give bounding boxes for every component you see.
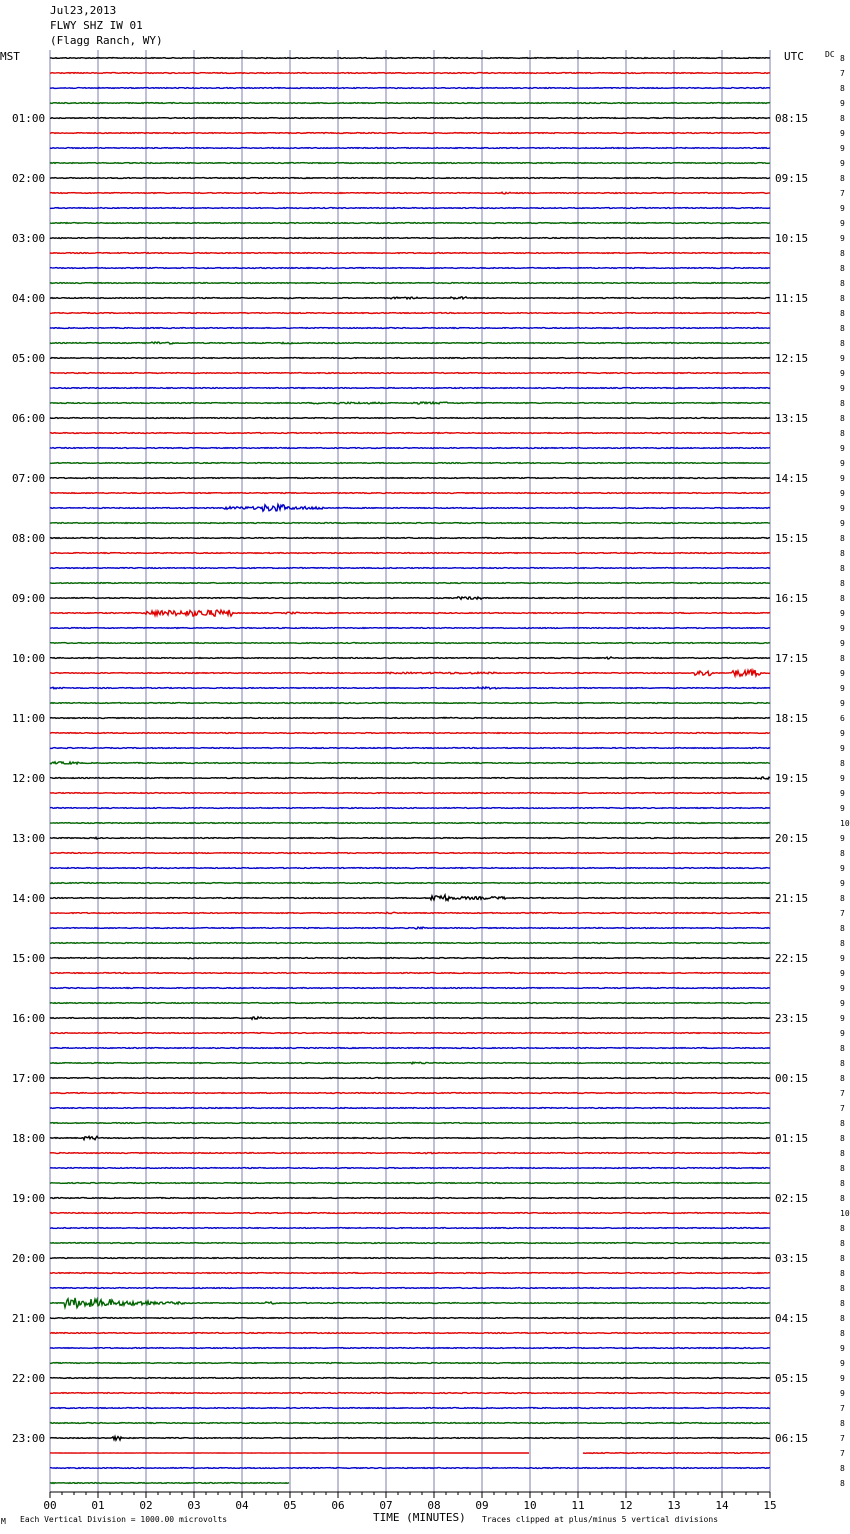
trace-line bbox=[50, 1243, 770, 1244]
dc-value: 8 bbox=[840, 54, 845, 63]
trace-line bbox=[50, 163, 770, 164]
x-tick-label: 00 bbox=[43, 1499, 57, 1512]
plot-date: Jul23,2013 bbox=[50, 4, 117, 17]
dc-value: 9 bbox=[840, 234, 845, 243]
x-tick-label: 06 bbox=[331, 1499, 345, 1512]
hour-label-right: 23:15 bbox=[775, 1012, 809, 1025]
trace-line bbox=[50, 448, 770, 449]
dc-value: 8 bbox=[840, 399, 845, 408]
dc-value: 9 bbox=[840, 879, 845, 888]
trace-line bbox=[50, 1318, 770, 1319]
dc-value: 9 bbox=[840, 144, 845, 153]
hour-label-left: 15:00 bbox=[12, 952, 46, 965]
trace-line bbox=[50, 523, 770, 524]
dc-value: 7 bbox=[840, 1089, 845, 1098]
trace-line bbox=[50, 703, 770, 704]
dc-value: 8 bbox=[840, 1044, 845, 1053]
hour-label-left: 20:00 bbox=[12, 1252, 46, 1265]
dc-value: 9 bbox=[840, 834, 845, 843]
trace-line bbox=[50, 1108, 770, 1109]
dc-value: 9 bbox=[840, 744, 845, 753]
trace-line bbox=[50, 670, 770, 676]
dc-value: 7 bbox=[840, 69, 845, 78]
dc-value: 8 bbox=[840, 1149, 845, 1158]
dc-value: 9 bbox=[840, 609, 845, 618]
dc-value: 9 bbox=[840, 369, 845, 378]
trace-line bbox=[50, 328, 770, 329]
trace-line bbox=[50, 1393, 770, 1394]
dc-value: 8 bbox=[840, 924, 845, 933]
x-tick-label: 14 bbox=[715, 1499, 729, 1512]
dc-value: 8 bbox=[840, 579, 845, 588]
trace-line bbox=[50, 808, 770, 809]
hour-label-right: 11:15 bbox=[775, 292, 809, 305]
trace-line bbox=[50, 762, 770, 764]
hour-label-left: 13:00 bbox=[12, 832, 46, 845]
dc-value: 8 bbox=[840, 114, 845, 123]
hour-label-left: 11:00 bbox=[12, 712, 46, 725]
trace-line bbox=[50, 657, 770, 659]
dc-value: 9 bbox=[840, 354, 845, 363]
dc-value: 9 bbox=[840, 384, 845, 393]
trace-line bbox=[50, 1333, 770, 1334]
trace-line bbox=[50, 1363, 770, 1364]
hour-label-right: 00:15 bbox=[775, 1072, 809, 1085]
trace-line bbox=[50, 687, 770, 689]
trace-line bbox=[50, 1136, 770, 1139]
dc-value: 8 bbox=[840, 1254, 845, 1263]
dc-value: 9 bbox=[840, 669, 845, 678]
dc-value: 8 bbox=[840, 174, 845, 183]
trace-line bbox=[50, 1348, 770, 1349]
hour-label-left: 08:00 bbox=[12, 532, 46, 545]
trace-line bbox=[50, 133, 770, 134]
dc-value: 8 bbox=[840, 84, 845, 93]
hour-label-left: 01:00 bbox=[12, 112, 46, 125]
trace-line bbox=[50, 103, 770, 104]
trace-line bbox=[50, 358, 770, 359]
hour-label-left: 09:00 bbox=[12, 592, 46, 605]
dc-value: 8 bbox=[840, 1119, 845, 1128]
hour-label-right: 18:15 bbox=[775, 712, 809, 725]
trace-line bbox=[50, 373, 770, 374]
hour-label-left: 19:00 bbox=[12, 1192, 46, 1205]
dc-value: 8 bbox=[840, 294, 845, 303]
x-tick-label: 12 bbox=[619, 1499, 633, 1512]
x-tick-label: 10 bbox=[523, 1499, 537, 1512]
trace-line bbox=[50, 1213, 770, 1214]
dc-value: 7 bbox=[840, 189, 845, 198]
dc-value: 9 bbox=[840, 1029, 845, 1038]
dc-value: 9 bbox=[840, 999, 845, 1008]
dc-value: 9 bbox=[840, 219, 845, 228]
hour-label-right: 08:15 bbox=[775, 112, 809, 125]
trace-line bbox=[50, 178, 770, 179]
trace-line bbox=[50, 253, 770, 254]
dc-value: 9 bbox=[840, 1389, 845, 1398]
x-tick-label: 15 bbox=[763, 1499, 777, 1512]
trace-line bbox=[50, 418, 770, 419]
trace-line bbox=[50, 643, 770, 644]
dc-value: 9 bbox=[840, 864, 845, 873]
dc-value: 9 bbox=[840, 954, 845, 963]
hour-label-left: 22:00 bbox=[12, 1372, 46, 1385]
dc-value: 9 bbox=[840, 1344, 845, 1353]
hour-label-right: 13:15 bbox=[775, 412, 809, 425]
time-grid bbox=[50, 50, 770, 1492]
trace-line bbox=[50, 733, 770, 734]
dc-value: 8 bbox=[840, 534, 845, 543]
trace-line bbox=[50, 1228, 770, 1229]
trace-line bbox=[50, 88, 770, 89]
dc-value: 8 bbox=[840, 594, 845, 603]
trace-line bbox=[50, 628, 770, 629]
trace-line bbox=[50, 58, 770, 59]
hour-label-left: 03:00 bbox=[12, 232, 46, 245]
dc-value: 8 bbox=[840, 1074, 845, 1083]
dc-value: 6 bbox=[840, 714, 845, 723]
dc-value: 8 bbox=[840, 1479, 845, 1488]
dc-value: 8 bbox=[840, 324, 845, 333]
dc-value: 8 bbox=[840, 309, 845, 318]
dc-value: 9 bbox=[840, 624, 845, 633]
hour-label-right: 20:15 bbox=[775, 832, 809, 845]
clip-note: Traces clipped at plus/minus 5 vertical divisions bbox=[482, 1515, 719, 1524]
trace-line bbox=[50, 1468, 770, 1469]
trace-line bbox=[50, 1258, 770, 1259]
trace-line bbox=[50, 1093, 770, 1094]
dc-value: 8 bbox=[840, 654, 845, 663]
hour-label-right: 14:15 bbox=[775, 472, 809, 485]
trace-line bbox=[50, 148, 770, 149]
trace-line bbox=[50, 868, 770, 869]
x-tick-label: 08 bbox=[427, 1499, 441, 1512]
trace-line bbox=[50, 943, 770, 944]
hour-label-right: 21:15 bbox=[775, 892, 809, 905]
x-tick-label: 03 bbox=[187, 1499, 201, 1512]
trace-line bbox=[50, 1298, 770, 1308]
hour-label-right: 03:15 bbox=[775, 1252, 809, 1265]
hour-label-left: 23:00 bbox=[12, 1432, 46, 1445]
trace-line bbox=[50, 1273, 770, 1274]
hour-label-left: 18:00 bbox=[12, 1132, 46, 1145]
dc-value: 9 bbox=[840, 1374, 845, 1383]
dc-value: 8 bbox=[840, 249, 845, 258]
x-tick-label: 13 bbox=[667, 1499, 681, 1512]
trace-line bbox=[50, 823, 770, 824]
trace-line bbox=[50, 223, 770, 224]
trace-line bbox=[50, 793, 770, 794]
trace-line bbox=[50, 73, 770, 74]
hour-label-left: 02:00 bbox=[12, 172, 46, 185]
trace-line bbox=[50, 1453, 770, 1454]
dc-value: 8 bbox=[840, 849, 845, 858]
dc-value: 8 bbox=[840, 939, 845, 948]
trace-line bbox=[50, 988, 770, 989]
hour-label-left: 07:00 bbox=[12, 472, 46, 485]
hour-label-left: 05:00 bbox=[12, 352, 46, 365]
dc-value: 9 bbox=[840, 459, 845, 468]
trace-line bbox=[50, 597, 770, 599]
trace-line bbox=[50, 777, 770, 779]
dc-value: 9 bbox=[840, 1014, 845, 1023]
trace-line bbox=[50, 342, 770, 344]
dc-value: 9 bbox=[840, 639, 845, 648]
dc-value: 8 bbox=[840, 1134, 845, 1143]
trace-line bbox=[50, 553, 770, 554]
trace-line bbox=[50, 1483, 770, 1484]
hour-label-right: 12:15 bbox=[775, 352, 809, 365]
trace-line bbox=[50, 912, 770, 913]
dc-value: 9 bbox=[840, 519, 845, 528]
dc-value: 8 bbox=[840, 339, 845, 348]
dc-value: 8 bbox=[840, 1419, 845, 1428]
dc-value: 7 bbox=[840, 1449, 845, 1458]
trace-line bbox=[50, 463, 770, 464]
trace-line bbox=[50, 973, 770, 974]
dc-value: 8 bbox=[840, 759, 845, 768]
x-tick-label: 07 bbox=[379, 1499, 393, 1512]
dc-value: 9 bbox=[840, 969, 845, 978]
dc-value: 8 bbox=[840, 264, 845, 273]
trace-line bbox=[50, 610, 770, 616]
x-tick-label: 05 bbox=[283, 1499, 297, 1512]
trace-line bbox=[50, 837, 770, 839]
hour-label-left: 10:00 bbox=[12, 652, 46, 665]
trace-line bbox=[50, 1288, 770, 1289]
hour-label-left: 16:00 bbox=[12, 1012, 46, 1025]
trace-line bbox=[50, 208, 770, 209]
dc-label: DC bbox=[825, 50, 835, 59]
dc-value: 9 bbox=[840, 729, 845, 738]
trace-line bbox=[50, 538, 770, 539]
trace-line bbox=[50, 1408, 770, 1409]
trace-line bbox=[50, 402, 770, 404]
hour-label-left: 21:00 bbox=[12, 1312, 46, 1325]
dc-value: 8 bbox=[840, 564, 845, 573]
trace-line bbox=[50, 1437, 770, 1441]
dc-value: 9 bbox=[840, 489, 845, 498]
hour-label-left: 14:00 bbox=[12, 892, 46, 905]
right-timezone-label: UTC bbox=[784, 50, 804, 63]
trace-line bbox=[50, 1048, 770, 1049]
dc-value: 8 bbox=[840, 279, 845, 288]
x-tick-label: 02 bbox=[139, 1499, 153, 1512]
dc-value: 9 bbox=[840, 1359, 845, 1368]
trace-line bbox=[50, 1183, 770, 1184]
dc-value: 9 bbox=[840, 159, 845, 168]
hour-label-right: 04:15 bbox=[775, 1312, 809, 1325]
dc-value: 8 bbox=[840, 1284, 845, 1293]
trace-line bbox=[50, 478, 770, 479]
dc-value: 8 bbox=[840, 1299, 845, 1308]
dc-value: 7 bbox=[840, 909, 845, 918]
dc-value: 9 bbox=[840, 99, 845, 108]
trace-line bbox=[50, 568, 770, 569]
dc-value: 9 bbox=[840, 129, 845, 138]
dc-value: 7 bbox=[840, 1434, 845, 1443]
trace-line bbox=[50, 313, 770, 314]
trace-line bbox=[50, 1078, 770, 1079]
dc-value: 9 bbox=[840, 504, 845, 513]
station-location: (Flagg Ranch, WY) bbox=[50, 34, 163, 47]
trace-line bbox=[50, 927, 770, 929]
dc-value: 10 bbox=[840, 819, 850, 828]
trace-line bbox=[50, 504, 770, 511]
hour-label-left: 12:00 bbox=[12, 772, 46, 785]
dc-value: 8 bbox=[840, 1464, 845, 1473]
dc-value: 9 bbox=[840, 789, 845, 798]
trace-line bbox=[50, 297, 770, 299]
dc-value: 9 bbox=[840, 684, 845, 693]
trace-line bbox=[50, 493, 770, 494]
dc-value: 9 bbox=[840, 984, 845, 993]
dc-value: 7 bbox=[840, 1104, 845, 1113]
scale-note: Each Vertical Division = 1000.00 microvolts bbox=[20, 1515, 228, 1524]
hour-label-right: 19:15 bbox=[775, 772, 809, 785]
hour-label-right: 05:15 bbox=[775, 1372, 809, 1385]
trace-line bbox=[50, 1033, 770, 1034]
x-tick-label: 01 bbox=[91, 1499, 105, 1512]
dc-value: 9 bbox=[840, 804, 845, 813]
trace-line bbox=[50, 388, 770, 389]
dc-value: 8 bbox=[840, 1224, 845, 1233]
trace-line bbox=[50, 1062, 770, 1064]
left-timezone-label: MST bbox=[0, 50, 20, 63]
trace-line bbox=[50, 1017, 770, 1019]
x-axis-title: TIME (MINUTES) bbox=[373, 1511, 466, 1524]
dc-value: 8 bbox=[840, 1059, 845, 1068]
hour-label-right: 22:15 bbox=[775, 952, 809, 965]
hour-label-left: 17:00 bbox=[12, 1072, 46, 1085]
trace-line bbox=[50, 1123, 770, 1124]
trace-line bbox=[50, 583, 770, 584]
trace-line bbox=[50, 717, 770, 718]
dc-value: 8 bbox=[840, 1329, 845, 1338]
trace-line bbox=[50, 1198, 770, 1199]
trace-line bbox=[50, 118, 770, 119]
station-code: FLWY SHZ IW 01 bbox=[50, 19, 143, 32]
dc-value: 8 bbox=[840, 549, 845, 558]
dc-value: 9 bbox=[840, 774, 845, 783]
dc-value: 8 bbox=[840, 1194, 845, 1203]
hour-label-right: 15:15 bbox=[775, 532, 809, 545]
hour-label-right: 02:15 bbox=[775, 1192, 809, 1205]
hour-label-right: 16:15 bbox=[775, 592, 809, 605]
dc-value: 9 bbox=[840, 699, 845, 708]
dc-value: 8 bbox=[840, 429, 845, 438]
hour-label-right: 17:15 bbox=[775, 652, 809, 665]
hour-label-right: 01:15 bbox=[775, 1132, 809, 1145]
hour-label-left: 04:00 bbox=[12, 292, 46, 305]
hour-label-right: 10:15 bbox=[775, 232, 809, 245]
dc-value: 8 bbox=[840, 1269, 845, 1278]
trace-line bbox=[50, 1378, 770, 1379]
trace-line bbox=[50, 433, 770, 434]
trace-line bbox=[50, 748, 770, 749]
dc-value: 8 bbox=[840, 894, 845, 903]
dc-value: 8 bbox=[840, 1314, 845, 1323]
time-axis bbox=[43, 1492, 776, 1512]
dc-value: 8 bbox=[840, 1179, 845, 1188]
dc-value: 9 bbox=[840, 204, 845, 213]
corner-mark: M bbox=[1, 1517, 6, 1526]
hour-label-right: 09:15 bbox=[775, 172, 809, 185]
trace-line bbox=[50, 895, 770, 900]
dc-value: 10 bbox=[840, 1209, 850, 1218]
hour-label-left: 06:00 bbox=[12, 412, 46, 425]
trace-line bbox=[50, 283, 770, 284]
dc-value: 8 bbox=[840, 414, 845, 423]
dc-value: 8 bbox=[840, 1164, 845, 1173]
trace-line bbox=[50, 883, 770, 884]
trace-line bbox=[50, 192, 770, 194]
trace-line bbox=[50, 1168, 770, 1169]
dc-value: 9 bbox=[840, 474, 845, 483]
x-tick-label: 11 bbox=[571, 1499, 585, 1512]
dc-value: 7 bbox=[840, 1404, 845, 1413]
trace-line bbox=[50, 958, 770, 959]
trace-line bbox=[50, 268, 770, 269]
trace-line bbox=[50, 1152, 770, 1153]
x-tick-label: 04 bbox=[235, 1499, 249, 1512]
trace-line bbox=[50, 1003, 770, 1004]
dc-value: 9 bbox=[840, 444, 845, 453]
trace-line bbox=[50, 238, 770, 239]
trace-line bbox=[50, 1423, 770, 1424]
dc-value: 8 bbox=[840, 1239, 845, 1248]
hour-label-right: 06:15 bbox=[775, 1432, 809, 1445]
seismic-traces bbox=[50, 58, 770, 1484]
trace-line bbox=[50, 853, 770, 854]
x-tick-label: 09 bbox=[475, 1499, 489, 1512]
